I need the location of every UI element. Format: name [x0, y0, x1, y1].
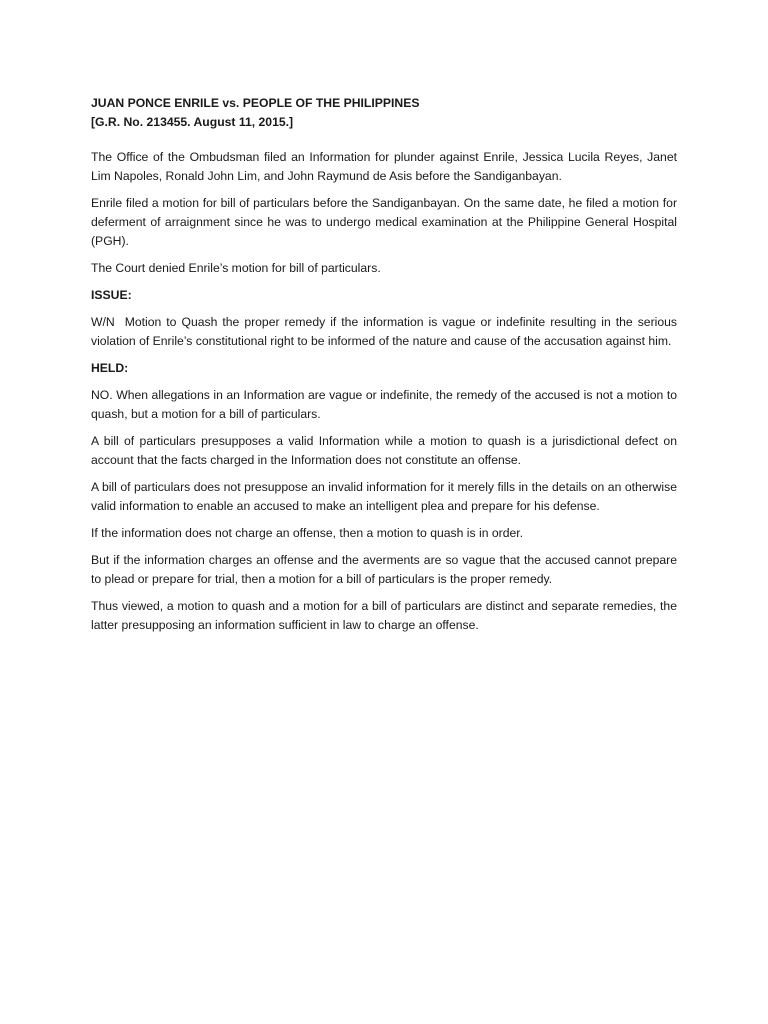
- facts-paragraph-1: The Office of the Ombudsman filed an Information for plunder against Enrile, Jessica Lucila Reyes, Janet Lim Napoles, Ronald John Lim, and John Raymund de Asis before the Sandiganbayan.: [91, 150, 677, 183]
- case-header: [91, 94, 677, 132]
- document-page: [91, 94, 681, 643]
- held-section: [91, 359, 677, 635]
- issue-section: [91, 286, 681, 351]
- facts-section: [91, 148, 677, 278]
- issue-heading: ISSUE:: [91, 288, 132, 302]
- facts-paragraph-3: The Court denied Enrile’s motion for bill of particulars.: [91, 261, 381, 275]
- held-paragraph-2: A bill of particulars presupposes a valid Information while a motion to quash is a jurisdictional defect on account that the facts charged in the Information does not constitute an offense.: [91, 434, 677, 467]
- facts-paragraph-2: Enrile filed a motion for bill of particulars before the Sandiganbayan. On the same date, he filed a motion for deferment of arraignment since he was to undergo medical examination at the Philippine General Hospital (PGH).: [91, 196, 677, 248]
- held-paragraph-4: If the information does not charge an offense, then a motion to quash is in order.: [91, 526, 524, 540]
- held-paragraph-5: But if the information charges an offense and the averments are so vague that the accused cannot prepare to plead or prepare for trial, then a motion for a bill of particulars is the proper remedy.: [91, 553, 677, 586]
- issue-text: W/N Motion to Quash the proper remedy if the information is vague or indefinite resulting in the serious violation of Enrile’s constitutional right to be informed of the nature and cause of the accusation against him.: [91, 315, 681, 348]
- held-paragraph-1: NO. When allegations in an Information are vague or indefinite, the remedy of the accused is not a motion to quash, but a motion for a bill of particulars.: [91, 388, 677, 421]
- held-paragraph-6: Thus viewed, a motion to quash and a motion for a bill of particulars are distinct and separate remedies, the latter presupposing an information sufficient in law to charge an offense.: [91, 599, 677, 632]
- case-citation: [G.R. No. 213455. August 11, 2015.]: [91, 115, 294, 129]
- case-title: JUAN PONCE ENRILE vs. PEOPLE OF THE PHILIPPINES: [91, 96, 420, 110]
- held-heading: HELD:: [91, 361, 129, 375]
- held-paragraph-3: A bill of particulars does not presuppose an invalid information for it merely fills in the details on an otherwise valid information to enable an accused to make an intelligent plea and prepare for his defense.: [91, 480, 677, 513]
